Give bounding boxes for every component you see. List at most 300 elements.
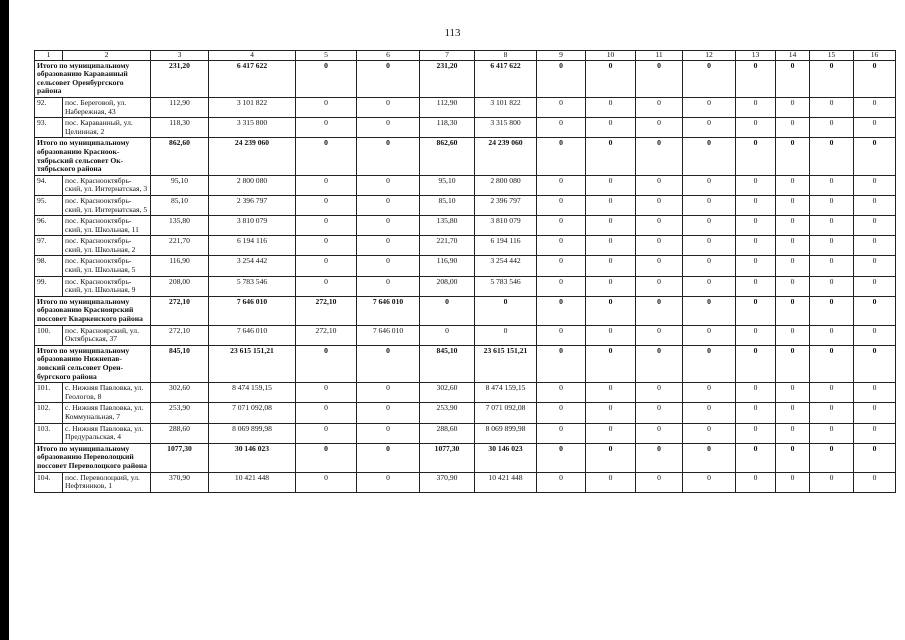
- value-cell: 0: [776, 118, 810, 138]
- value-cell: 0: [636, 403, 683, 423]
- value-cell: 7 646 010: [357, 325, 420, 345]
- value-cell: 0: [586, 423, 636, 443]
- value-cell: 8 069 899,98: [209, 423, 296, 443]
- value-cell: 862,60: [151, 138, 209, 175]
- value-cell: 0: [683, 325, 736, 345]
- value-cell: 0: [736, 383, 776, 403]
- value-cell: 0: [636, 423, 683, 443]
- value-cell: 0: [854, 256, 896, 276]
- value-cell: 272,10: [151, 325, 209, 345]
- value-cell: 0: [586, 345, 636, 382]
- value-cell: 0: [636, 276, 683, 296]
- value-cell: 0: [586, 296, 636, 325]
- value-cell: 0: [636, 296, 683, 325]
- value-cell: 0: [586, 472, 636, 492]
- value-cell: 0: [854, 296, 896, 325]
- value-cell: 0: [357, 60, 420, 97]
- value-cell: 118,30: [420, 118, 475, 138]
- value-cell: 0: [736, 423, 776, 443]
- value-cell: 0: [776, 472, 810, 492]
- value-cell: 0: [537, 325, 586, 345]
- value-cell: 1077,30: [151, 443, 209, 472]
- subtotal-label: Итого по муниципальному образованию Караванный сельсовет Оренбургского района: [35, 60, 151, 97]
- table-row: [35, 97, 896, 117]
- value-cell: 8 474 159,15: [475, 383, 537, 403]
- value-cell: 0: [537, 345, 586, 382]
- value-cell: 0: [810, 118, 854, 138]
- value-cell: 0: [296, 403, 357, 423]
- value-cell: 6 417 622: [209, 60, 296, 97]
- value-cell: 0: [357, 216, 420, 236]
- value-cell: 0: [736, 97, 776, 117]
- subtotal-label: Итого по муниципальному образованию Красноярский поссовет Кваркенского района: [35, 296, 151, 325]
- column-header: 13: [736, 51, 776, 61]
- value-cell: 0: [296, 195, 357, 215]
- value-cell: 0: [683, 296, 736, 325]
- table-row: [35, 195, 896, 215]
- value-cell: 0: [586, 216, 636, 236]
- value-cell: 8 069 899,98: [475, 423, 537, 443]
- value-cell: 221,70: [151, 236, 209, 256]
- value-cell: 0: [636, 138, 683, 175]
- table-row: [35, 383, 896, 403]
- value-cell: 0: [810, 296, 854, 325]
- value-cell: 0: [586, 118, 636, 138]
- column-header: 1: [35, 51, 63, 61]
- value-cell: 7 071 092,08: [475, 403, 537, 423]
- value-cell: 0: [854, 138, 896, 175]
- value-cell: 0: [636, 256, 683, 276]
- value-cell: 0: [736, 325, 776, 345]
- value-cell: 0: [537, 175, 586, 195]
- value-cell: 272,10: [296, 296, 357, 325]
- value-cell: 0: [810, 423, 854, 443]
- page-number: 113: [444, 27, 461, 39]
- value-cell: 10 421 448: [209, 472, 296, 492]
- value-cell: 0: [854, 443, 896, 472]
- value-cell: 0: [810, 472, 854, 492]
- table-row: [35, 423, 896, 443]
- value-cell: 845,10: [420, 345, 475, 382]
- value-cell: 0: [683, 345, 736, 382]
- value-cell: 0: [683, 195, 736, 215]
- value-cell: 135,80: [151, 216, 209, 236]
- column-header: 7: [420, 51, 475, 61]
- value-cell: 1077,30: [420, 443, 475, 472]
- value-cell: 0: [776, 60, 810, 97]
- row-number: 98.: [35, 256, 63, 276]
- column-header: 4: [209, 51, 296, 61]
- value-cell: 0: [636, 443, 683, 472]
- value-cell: 0: [736, 296, 776, 325]
- address-cell: с. Нижняя Павловка, ул. Коммунальная, 7: [63, 403, 151, 423]
- value-cell: 0: [854, 97, 896, 117]
- value-cell: 0: [586, 276, 636, 296]
- value-cell: 0: [296, 118, 357, 138]
- value-cell: 24 239 060: [209, 138, 296, 175]
- value-cell: 0: [810, 443, 854, 472]
- value-cell: 0: [537, 216, 586, 236]
- value-cell: 0: [357, 276, 420, 296]
- row-number: 100.: [35, 325, 63, 345]
- property-table: [34, 50, 896, 493]
- value-cell: 5 783 546: [209, 276, 296, 296]
- value-cell: 0: [537, 403, 586, 423]
- value-cell: 0: [810, 403, 854, 423]
- value-cell: 6 194 116: [209, 236, 296, 256]
- value-cell: 0: [586, 325, 636, 345]
- value-cell: 23 615 151,21: [209, 345, 296, 382]
- value-cell: 231,20: [420, 60, 475, 97]
- value-cell: 0: [586, 383, 636, 403]
- value-cell: 0: [854, 216, 896, 236]
- subtotal-label: Итого по муниципальному образованию Нижнепав-ловский сельсовет Орен-бургского района: [35, 345, 151, 382]
- value-cell: 23 615 151,21: [475, 345, 537, 382]
- value-cell: 0: [776, 256, 810, 276]
- table-row: [35, 325, 896, 345]
- value-cell: 0: [357, 403, 420, 423]
- address-cell: пос. Красноярский, ул. Октябрьская, 37: [63, 325, 151, 345]
- value-cell: 0: [736, 175, 776, 195]
- value-cell: 2 800 080: [209, 175, 296, 195]
- value-cell: 30 146 023: [209, 443, 296, 472]
- address-cell: пос. Переволоцкий, ул. Нефтяников, 1: [63, 472, 151, 492]
- subtotal-label: Итого по муниципальному образованию Красноок-тябрьский сельсовет Ок-тябрьского района: [35, 138, 151, 175]
- value-cell: 0: [683, 138, 736, 175]
- value-cell: 288,60: [420, 423, 475, 443]
- value-cell: 370,90: [420, 472, 475, 492]
- address-cell: пос. Береговой, ул. Набережная, 43: [63, 97, 151, 117]
- value-cell: 0: [683, 216, 736, 236]
- value-cell: 0: [736, 236, 776, 256]
- value-cell: 0: [586, 97, 636, 117]
- value-cell: 0: [736, 443, 776, 472]
- value-cell: 0: [537, 97, 586, 117]
- value-cell: 0: [475, 296, 537, 325]
- table-row: [35, 403, 896, 423]
- value-cell: 0: [854, 325, 896, 345]
- value-cell: 0: [296, 472, 357, 492]
- value-cell: 0: [296, 138, 357, 175]
- value-cell: 0: [683, 423, 736, 443]
- column-header: 11: [636, 51, 683, 61]
- value-cell: 0: [586, 60, 636, 97]
- row-number: 92.: [35, 97, 63, 117]
- value-cell: 302,60: [420, 383, 475, 403]
- table-row: [35, 256, 896, 276]
- binding-strip: [0, 0, 9, 640]
- value-cell: 0: [636, 118, 683, 138]
- value-cell: 0: [683, 403, 736, 423]
- value-cell: 0: [537, 256, 586, 276]
- row-number: 93.: [35, 118, 63, 138]
- value-cell: 95,10: [151, 175, 209, 195]
- column-number-row: [35, 51, 896, 61]
- column-header: 16: [854, 51, 896, 61]
- value-cell: 0: [736, 472, 776, 492]
- value-cell: 0: [736, 403, 776, 423]
- value-cell: 0: [736, 256, 776, 276]
- value-cell: 0: [776, 236, 810, 256]
- value-cell: 0: [776, 423, 810, 443]
- value-cell: 0: [296, 256, 357, 276]
- column-header: 2: [63, 51, 151, 61]
- value-cell: 0: [683, 256, 736, 276]
- value-cell: 0: [586, 138, 636, 175]
- value-cell: 3 101 822: [475, 97, 537, 117]
- row-number: 95.: [35, 195, 63, 215]
- value-cell: 0: [586, 403, 636, 423]
- value-cell: 0: [537, 276, 586, 296]
- value-cell: 0: [683, 236, 736, 256]
- value-cell: 0: [854, 383, 896, 403]
- value-cell: 0: [296, 175, 357, 195]
- table-row: [35, 276, 896, 296]
- column-header: 8: [475, 51, 537, 61]
- value-cell: 2 396 797: [209, 195, 296, 215]
- row-number: 96.: [35, 216, 63, 236]
- value-cell: 3 254 442: [209, 256, 296, 276]
- value-cell: 0: [810, 325, 854, 345]
- value-cell: 3 101 822: [209, 97, 296, 117]
- value-cell: 0: [636, 97, 683, 117]
- table-row: [35, 472, 896, 492]
- value-cell: 0: [537, 118, 586, 138]
- value-cell: 112,90: [420, 97, 475, 117]
- value-cell: 0: [683, 60, 736, 97]
- column-header: 12: [683, 51, 736, 61]
- value-cell: 0: [537, 236, 586, 256]
- value-cell: 3 315 800: [475, 118, 537, 138]
- value-cell: 7 646 010: [357, 296, 420, 325]
- value-cell: 85,10: [420, 195, 475, 215]
- value-cell: 0: [537, 472, 586, 492]
- value-cell: 0: [357, 175, 420, 195]
- value-cell: 0: [776, 138, 810, 175]
- value-cell: 0: [586, 195, 636, 215]
- value-cell: 0: [357, 97, 420, 117]
- value-cell: 0: [636, 195, 683, 215]
- value-cell: 0: [736, 276, 776, 296]
- value-cell: 0: [854, 345, 896, 382]
- value-cell: 7 071 092,08: [209, 403, 296, 423]
- row-number: 94.: [35, 175, 63, 195]
- value-cell: 0: [736, 345, 776, 382]
- value-cell: 272,10: [151, 296, 209, 325]
- value-cell: 0: [296, 276, 357, 296]
- value-cell: 0: [854, 175, 896, 195]
- column-header: 3: [151, 51, 209, 61]
- value-cell: 231,20: [151, 60, 209, 97]
- row-number: 101.: [35, 383, 63, 403]
- value-cell: 0: [357, 472, 420, 492]
- value-cell: 0: [537, 138, 586, 175]
- value-cell: 0: [810, 276, 854, 296]
- value-cell: 0: [683, 97, 736, 117]
- value-cell: 0: [420, 296, 475, 325]
- value-cell: 0: [776, 216, 810, 236]
- value-cell: 0: [636, 383, 683, 403]
- value-cell: 0: [537, 195, 586, 215]
- value-cell: 0: [296, 383, 357, 403]
- value-cell: 112,90: [151, 97, 209, 117]
- address-cell: с. Нижняя Павловка, ул. Предуральская, 4: [63, 423, 151, 443]
- value-cell: 0: [810, 195, 854, 215]
- value-cell: 0: [296, 236, 357, 256]
- value-cell: 0: [357, 195, 420, 215]
- value-cell: 0: [636, 60, 683, 97]
- value-cell: 7 646 010: [209, 325, 296, 345]
- value-cell: 0: [776, 383, 810, 403]
- value-cell: 118,30: [151, 118, 209, 138]
- address-cell: с. Нижняя Павловка, ул. Геологов, 8: [63, 383, 151, 403]
- value-cell: 370,90: [151, 472, 209, 492]
- value-cell: 0: [854, 423, 896, 443]
- value-cell: 5 783 546: [475, 276, 537, 296]
- value-cell: 0: [636, 325, 683, 345]
- address-cell: пос. Краснооктябрь-ский, ул. Школьная, 9: [63, 276, 151, 296]
- value-cell: 0: [736, 216, 776, 236]
- value-cell: 0: [586, 443, 636, 472]
- row-number: 102.: [35, 403, 63, 423]
- address-cell: пос. Краснооктябрь-ский, ул. Школьная, 5: [63, 256, 151, 276]
- value-cell: 8 474 159,15: [209, 383, 296, 403]
- value-cell: 0: [357, 383, 420, 403]
- value-cell: 0: [810, 256, 854, 276]
- value-cell: 0: [776, 403, 810, 423]
- value-cell: 0: [854, 195, 896, 215]
- value-cell: 0: [636, 216, 683, 236]
- value-cell: 0: [636, 175, 683, 195]
- value-cell: 0: [776, 97, 810, 117]
- value-cell: 0: [776, 443, 810, 472]
- row-number: 103.: [35, 423, 63, 443]
- value-cell: 0: [537, 60, 586, 97]
- column-header: 14: [776, 51, 810, 61]
- subtotal-row: [35, 443, 896, 472]
- value-cell: 0: [854, 118, 896, 138]
- value-cell: 0: [854, 60, 896, 97]
- value-cell: 135,80: [420, 216, 475, 236]
- value-cell: 0: [357, 118, 420, 138]
- value-cell: 0: [357, 236, 420, 256]
- value-cell: 0: [296, 423, 357, 443]
- value-cell: 2 800 080: [475, 175, 537, 195]
- value-cell: 0: [854, 472, 896, 492]
- value-cell: 0: [586, 256, 636, 276]
- value-cell: 0: [357, 345, 420, 382]
- value-cell: 0: [776, 296, 810, 325]
- row-number: 97.: [35, 236, 63, 256]
- value-cell: 0: [810, 97, 854, 117]
- column-header: 5: [296, 51, 357, 61]
- value-cell: 288,60: [151, 423, 209, 443]
- value-cell: 0: [537, 383, 586, 403]
- value-cell: 0: [683, 175, 736, 195]
- value-cell: 0: [854, 236, 896, 256]
- value-cell: 0: [736, 138, 776, 175]
- value-cell: 0: [776, 345, 810, 382]
- value-cell: 0: [776, 325, 810, 345]
- value-cell: 253,90: [420, 403, 475, 423]
- value-cell: 0: [357, 423, 420, 443]
- value-cell: 6 417 622: [475, 60, 537, 97]
- subtotal-row: [35, 138, 896, 175]
- value-cell: 272,10: [296, 325, 357, 345]
- value-cell: 95,10: [420, 175, 475, 195]
- value-cell: 6 194 116: [475, 236, 537, 256]
- value-cell: 116,90: [420, 256, 475, 276]
- value-cell: 0: [537, 296, 586, 325]
- table-row: [35, 118, 896, 138]
- value-cell: 10 421 448: [475, 472, 537, 492]
- column-header: 15: [810, 51, 854, 61]
- table-row: [35, 236, 896, 256]
- value-cell: 0: [810, 383, 854, 403]
- value-cell: 302,60: [151, 383, 209, 403]
- value-cell: 0: [776, 175, 810, 195]
- value-cell: 0: [810, 216, 854, 236]
- value-cell: 0: [683, 276, 736, 296]
- value-cell: 0: [586, 236, 636, 256]
- value-cell: 221,70: [420, 236, 475, 256]
- value-cell: 0: [810, 345, 854, 382]
- value-cell: 0: [537, 443, 586, 472]
- table-row: [35, 175, 896, 195]
- value-cell: 0: [296, 60, 357, 97]
- row-number: 99.: [35, 276, 63, 296]
- value-cell: 24 239 060: [475, 138, 537, 175]
- value-cell: 0: [296, 216, 357, 236]
- value-cell: 116,90: [151, 256, 209, 276]
- value-cell: 0: [357, 443, 420, 472]
- value-cell: 862,60: [420, 138, 475, 175]
- value-cell: 0: [736, 195, 776, 215]
- column-header: 10: [586, 51, 636, 61]
- value-cell: 3 315 800: [209, 118, 296, 138]
- subtotal-row: [35, 296, 896, 325]
- table-row: [35, 216, 896, 236]
- value-cell: 0: [683, 443, 736, 472]
- value-cell: 0: [736, 60, 776, 97]
- value-cell: 0: [636, 236, 683, 256]
- value-cell: 0: [810, 138, 854, 175]
- column-header: 9: [537, 51, 586, 61]
- value-cell: 0: [420, 325, 475, 345]
- value-cell: 0: [683, 118, 736, 138]
- value-cell: 0: [810, 60, 854, 97]
- value-cell: 208,00: [420, 276, 475, 296]
- value-cell: 0: [475, 325, 537, 345]
- value-cell: 0: [296, 97, 357, 117]
- value-cell: 3 810 079: [475, 216, 537, 236]
- value-cell: 85,10: [151, 195, 209, 215]
- address-cell: пос. Краснооктябрь-ский, ул. Школьная, 2: [63, 236, 151, 256]
- address-cell: пос. Караванный, ул. Целинная, 2: [63, 118, 151, 138]
- value-cell: 2 396 797: [475, 195, 537, 215]
- address-cell: пос. Краснооктябрь-ский, ул. Интернатская, 5: [63, 195, 151, 215]
- value-cell: 0: [683, 383, 736, 403]
- subtotal-row: [35, 345, 896, 382]
- value-cell: 0: [357, 138, 420, 175]
- value-cell: 0: [854, 276, 896, 296]
- address-cell: пос. Краснооктябрь-ский, ул. Школьная, 11: [63, 216, 151, 236]
- value-cell: 0: [776, 276, 810, 296]
- value-cell: 0: [586, 175, 636, 195]
- value-cell: 0: [296, 345, 357, 382]
- value-cell: 0: [683, 472, 736, 492]
- value-cell: 0: [636, 472, 683, 492]
